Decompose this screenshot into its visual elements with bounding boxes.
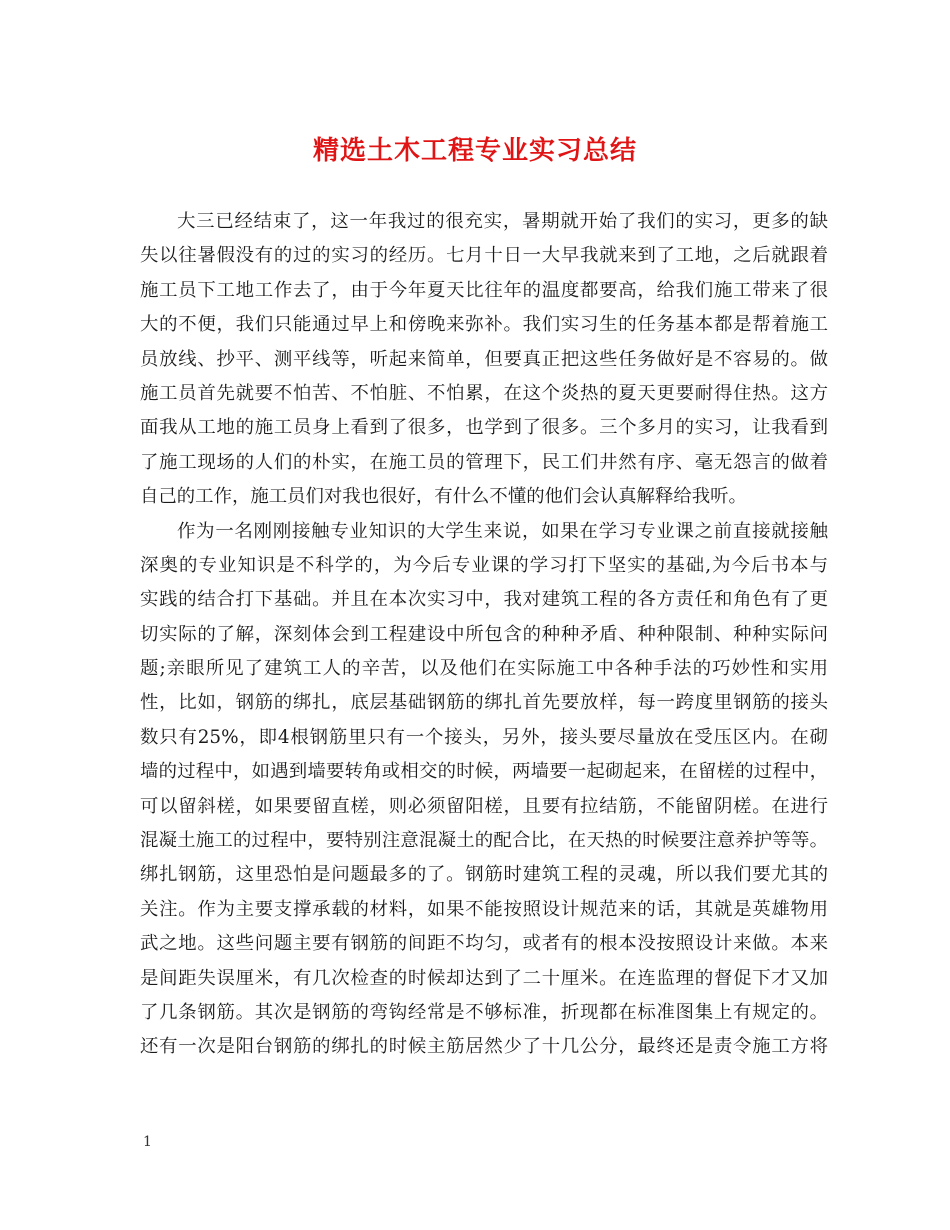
document-body <box>140 205 828 1065</box>
document-title: 精选土木工程专业实习总结 <box>312 136 637 166</box>
text-line: 数只有25%，即4根钢筋里只有一个接头，另外，接头要尽量放在受压区内。在砌 <box>140 726 828 748</box>
text-line: 面我从工地的施工员身上看到了很多，也学到了很多。三个多月的实习，让我看到 <box>140 417 828 439</box>
text-line: 自己的工作，施工员们对我也很好，有什么不懂的他们会认真解释给我听。 <box>140 486 747 508</box>
text-line: 是间距失误厘米，有几次检查的时候却达到了二十厘米。在连监理的督促下才又加 <box>140 967 828 989</box>
text-line: 了施工现场的人们的朴实，在施工员的管理下，民工们井然有序、毫无怨言的做着 <box>140 451 828 473</box>
text-line: 大的不便，我们只能通过早上和傍晚来弥补。我们实习生的任务基本都是帮着施工 <box>140 314 828 336</box>
text-line: 作为一名刚刚接触专业知识的大学生来说，如果在学习专业课之前直接就接触 <box>177 520 828 542</box>
text-line: 施工员下工地工作去了，由于今年夏天比往年的温度都要高，给我们施工带来了很 <box>140 279 828 301</box>
text-line: 墙的过程中，如遇到墙要转角或相交的时候，两墙要一起砌起来，在留槎的过程中， <box>140 761 828 783</box>
text-line: 绑扎钢筋，这里恐怕是问题最多的了。钢筋时建筑工程的灵魂，所以我们要尤其的 <box>140 864 828 886</box>
text-line: 失以往暑假没有的过的实习的经历。七月十日一大早我就来到了工地，之后就跟着 <box>140 245 828 267</box>
text-line: 了几条钢筋。其次是钢筋的弯钩经常是不够标准，折现都在标准图集上有规定的。 <box>140 1001 828 1023</box>
text-line: 深奥的专业知识是不科学的，为今后专业课的学习打下坚实的基础,为今后书本与 <box>140 554 828 576</box>
text-line: 性，比如，钢筋的绑扎，底层基础钢筋的绑扎首先要放样，每一跨度里钢筋的接头 <box>140 692 828 714</box>
text-line: 混凝土施工的过程中，要特别注意混凝土的配合比，在天热的时候要注意养护等等。 <box>140 830 828 852</box>
text-line: 武之地。这些问题主要有钢筋的间距不均匀，或者有的根本没按照设计来做。本来 <box>140 933 828 955</box>
text-line: 大三已经结束了，这一年我过的很充实，暑期就开始了我们的实习，更多的缺 <box>177 211 828 232</box>
text-line: 题;亲眼所见了建筑工人的辛苦，以及他们在实际施工中各种手法的巧妙性和实用 <box>140 658 828 680</box>
text-line: 关注。作为主要支撑承载的材料，如果不能按照设计规范来的话，其就是英雄物用 <box>140 898 828 920</box>
text-line: 可以留斜槎，如果要留直槎，则必须留阳槎，且要有拉结筋，不能留阴槎。在进行 <box>140 795 828 817</box>
text-line: 员放线、抄平、测平线等，听起来简单，但要真正把这些任务做好是不容易的。做 <box>140 348 828 370</box>
text-line: 还有一次是阳台钢筋的绑扎的时候主筋居然少了十几公分，最终还是责令施工方将 <box>140 1036 828 1058</box>
text-line: 切实际的了解，深刻体会到工程建设中所包含的种种矛盾、种种限制、种种实际问 <box>140 623 828 645</box>
text-line: 实践的结合打下基础。并且在本次实习中，我对建筑工程的各方责任和角色有了更 <box>140 589 828 611</box>
page-number: 1 <box>143 1134 152 1150</box>
text-line: 施工员首先就要不怕苦、不怕脏、不怕累，在这个炎热的夏天更要耐得住热。这方 <box>140 382 828 404</box>
